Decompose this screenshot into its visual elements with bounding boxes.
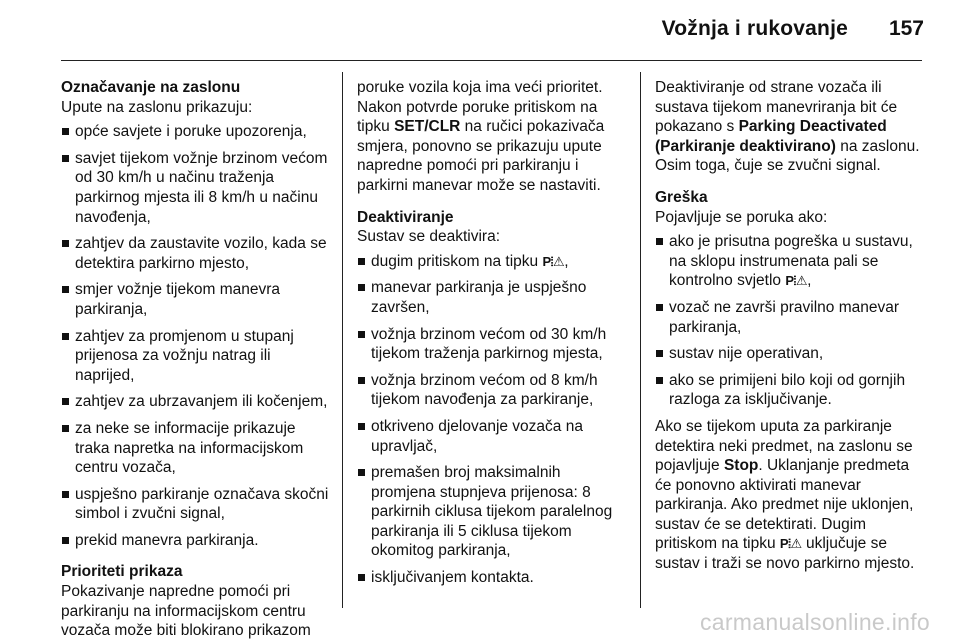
list-item: zahtjev za promjenom u stupanj prijenosa za vožnju natrag ili naprijed, bbox=[61, 327, 329, 386]
column-divider-1 bbox=[342, 72, 343, 608]
paragraph bbox=[357, 78, 625, 196]
list-item: otkriveno djelovanje vozača na upravljač, bbox=[357, 417, 625, 456]
list-item: vožnja brzinom većom od 8 km/h tijekom navođenja za parkiranje, bbox=[357, 371, 625, 410]
section-heading-display: Označavanje na zaslonu bbox=[61, 79, 241, 96]
list-item: manevar parkiranja je uspješno završen, bbox=[357, 278, 625, 317]
list-item: isključivanjem kontakta. bbox=[357, 568, 625, 588]
list-item: prekid manevra parkiranja. bbox=[61, 531, 329, 551]
text-run: , bbox=[807, 272, 812, 290]
text-run: uključuje se sustav i traži se novo parkirno mjesto. bbox=[655, 535, 915, 573]
parking-deactivated-label: Parking Deactivated (Parkiranje deaktivirano) bbox=[655, 118, 887, 155]
watermark: carmanualsonline.info bbox=[699, 609, 930, 635]
section-intro: Upute na zaslonu prikazuju: bbox=[61, 98, 253, 116]
header-divider bbox=[61, 60, 922, 61]
display-bullet-list bbox=[61, 122, 329, 550]
list-item bbox=[655, 232, 923, 291]
section-heading-priorities: Prioriteti prikaza bbox=[61, 563, 183, 581]
text-run: na ručici pokazivača smjera, ponovno se prikazuju upute napredne pomoći pri parkiranju i parkirni manevar može se nastaviti. bbox=[357, 118, 605, 194]
page-title: Vožnja i rukovanje bbox=[661, 17, 848, 40]
text-run: . Uklanjanje predmeta će ponovno aktivirati manevar parkiranja. Ako predmet nije uklonjen, sustav će se detektirati. Dugim pritiskom na tipku bbox=[655, 457, 914, 553]
section-heading-deactivation: Deaktiviranje bbox=[357, 208, 454, 226]
error-bullet-list bbox=[655, 232, 923, 410]
list-item: zahtjev za ubrzavanjem ili kočenjem, bbox=[61, 392, 329, 412]
list-item: vožnja brzinom većom od 30 km/h tijekom traženja parkirnog mjesta, bbox=[357, 325, 625, 364]
set-clr-label: SET/CLR bbox=[394, 118, 461, 136]
section-intro: Pojavljuje se poruka ako: bbox=[655, 208, 828, 226]
stop-label: Stop bbox=[723, 457, 759, 475]
section-heading-error: Greška bbox=[655, 188, 708, 206]
list-item: premašen broj maksimalnih promjena stupnjeva prijenosa: 8 parkirnih ciklusa tijekom paralelnog parkiranja ili 5 ciklusa tijekom okomitog parkiranja, bbox=[357, 463, 625, 561]
deactivation-bullet-list bbox=[357, 252, 625, 588]
text-run: Deaktiviranje od strane vozača ili sustava tijekom manevriranja bit će pokazano s bbox=[655, 79, 898, 136]
text-run: na zaslonu. Osim toga, čuje se zvučni signal. bbox=[655, 137, 920, 175]
column-2 bbox=[357, 78, 625, 595]
paragraph bbox=[655, 417, 923, 574]
parking-assist-icon: P⦙⚠ bbox=[779, 536, 802, 552]
paragraph bbox=[655, 78, 923, 176]
parking-assist-warning-icon: P⦙⚠ bbox=[785, 273, 808, 289]
list-item bbox=[357, 252, 625, 272]
list-item: opće savjete i poruke upozorenja, bbox=[61, 122, 329, 142]
list-item: sustav nije operativan, bbox=[655, 344, 923, 364]
list-item: uspješno parkiranje označava skočni simbol i zvučni signal, bbox=[61, 485, 329, 524]
list-item: savjet tijekom vožnje brzinom većom od 30 km/h u načinu traženja parkirnog mjesta ili 8 km/h u načinu navođenja, bbox=[61, 149, 329, 227]
parking-assist-icon: P⦙⚠ bbox=[542, 253, 565, 269]
list-item: zahtjev da zaustavite vozilo, kada se detektira parkirno mjesto, bbox=[61, 234, 329, 273]
list-item: vozač ne završi pravilno manevar parkiranja, bbox=[655, 298, 923, 337]
page-number: 157 bbox=[888, 17, 924, 40]
column-3 bbox=[655, 78, 923, 574]
paragraph: Pokazivanje napredne pomoći pri parkiranju na informacijskom centru vozača može biti blokirano prikazom bbox=[61, 583, 311, 640]
text-run: Ako se tijekom uputa za parkiranje detektira neki predmet, na zaslonu se pojavljuje bbox=[655, 417, 913, 475]
text-run: poruke vozila koja ima veći prioritet. Nakon potvrde poruke pritiskom na tipku bbox=[357, 79, 603, 136]
text-run: , bbox=[564, 252, 569, 270]
text-run: ako je prisutna pogreška u sustavu, na sklopu instrumenata pali se kontrolno svjetlo bbox=[669, 233, 913, 290]
section-intro: Sustav se deaktivira: bbox=[357, 228, 501, 246]
list-item: ako se primijeni bilo koji od gornjih razloga za isključivanje. bbox=[655, 371, 923, 410]
page-header bbox=[0, 0, 960, 62]
text-run: dugim pritiskom na tipku bbox=[371, 252, 543, 270]
column-divider-2 bbox=[640, 72, 641, 608]
list-item: za neke se informacije prikazuje traka napretka na informacijskom centru vozača, bbox=[61, 419, 329, 478]
column-1 bbox=[61, 78, 329, 641]
list-item: smjer vožnje tijekom manevra parkiranja, bbox=[61, 280, 329, 319]
